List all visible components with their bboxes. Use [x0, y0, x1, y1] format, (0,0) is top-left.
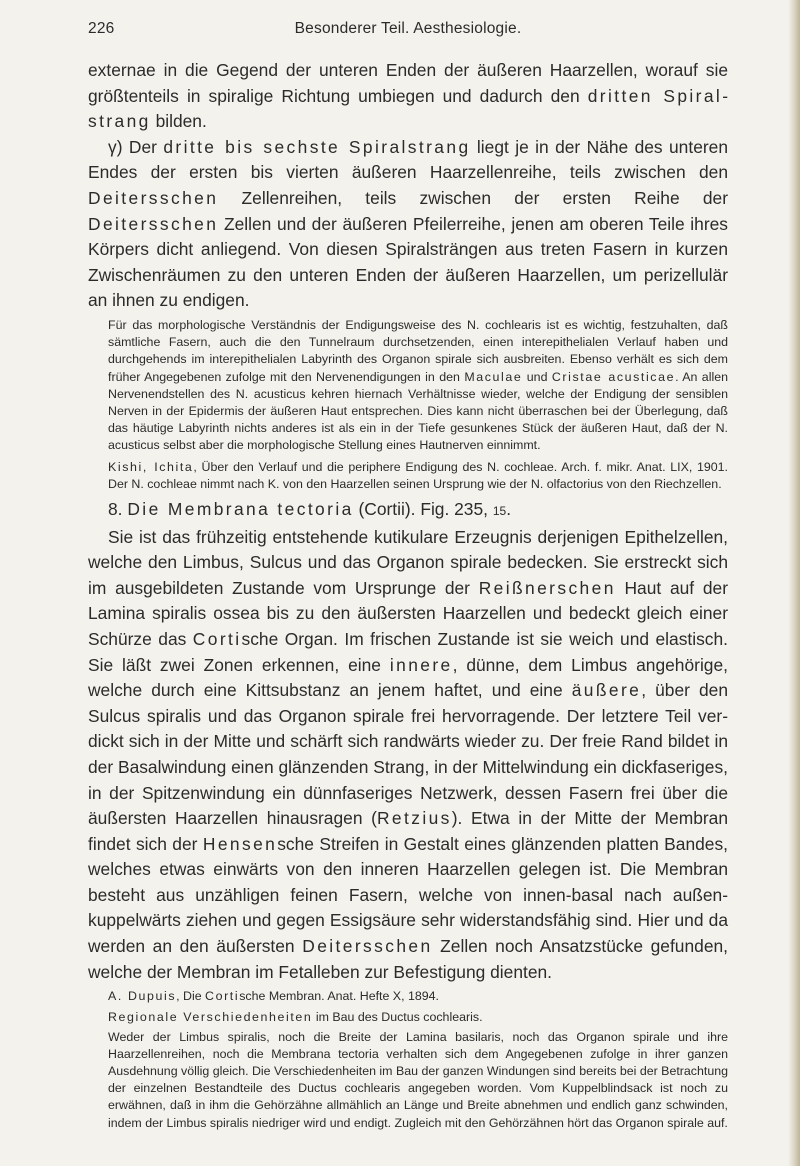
- page-edge-shadow: [788, 0, 800, 1166]
- subheading-regional-differences: Regionale Verschiedenheiten im Bau des Ductus cochlearis.: [108, 1010, 483, 1025]
- paragraph-membrana-tectoria: Sie ist das frühzeitig entstehende kutikulare Erzeugnis derjenigen Epithelzellen, welche den Limbus, Sulcus und das Organon spirale bedecken. Sie erstreckt sich im ausgebildeten Zustande vom Ursprunge der Reißnerschen Haut auf der Lamina spiralis ossea bis zu den äußersten Haarzellen und bedeckt gleich einer Schürze das Cortische Organ. Im frischen Zustande ist sie weich und elastisch. Sie läßt zwei Zonen erkennen, eine innere, dünne, dem Limbus angehörige, welche durch eine Kittsubstanz an jenem haftet, und eine äußere, über den Sulcus spiralis und das Organon spirale frei hervorragende. Der letztere Teil verdickt sich in der Mitte und schärft sich randwärts wieder zu. Der freie Rand bildet in der Basalwindung einen glänzenden Strang, in der Mittelwindung ein dickfaseriges, in der Spitzenwindung ein dünnfaseriges Netzwerk, dessen Fasern frei über die äußersten Haarzellen hinausragen (Retzius). Etwa in der Mitte der Membran findet sich der Hensensche Streifen in Gestalt eines glänzenden platten Bandes, welches etwas einwärts von den inneren Haarzellen gelegen ist. Die Membran besteht aus unzähligen feinen Fasern, welche von innen-basal nach außen-kuppelwärts ziehen und gegen Essigsäure sehr widerstandsfähig sind. Hier und da werden an den äußersten Deitersschen Zellen noch Ansatzstücke gefunden, welche der Membran im Fetalleben zur Befestigung dienten.: [88, 526, 729, 982]
- page-header: [88, 20, 728, 46]
- paragraph-spiral-strand-3-6: γ) Der dritte bis sechste Spiralstrang liegt je in der Nähe des unteren Endes der ersten bis vierten äußeren Haarzellenreihe, teils zwischen den Deitersschen Zellenreihen, teils zwischen der ersten Reihe der Deitersschen Zellen und der äußeren Pfeilerreihe, jenen am oberen Teile ihres Körpers dicht anliegend. Von diesen Spiralsträngen aus treten Fasern in kurzen Zwischenräumen zu den unteren Enden der äußeren Haarzellen, um perizellulär an ihnen zu endigen.: [88, 136, 728, 311]
- note-morphology: Für das morphologische Verständnis der Endigungsweise des N. cochlearis ist es wichtig, festzuhalten, daß sämtliche Fasern, auch die den Tunnelraum durchsetzenden, einen interepithelialen Verlauf haben und durchgehends im interepithelialen Labyrinth des Organon spirale sich ausbreiten. Ebenso verhält es sich dem früher Angegebenen zufolge mit den Nervenendigungen in den Maculae und Cristae acusticae. An allen Nervenendstellen des N. acusticus kehren hiernach Verhältnisse wieder, welche der Endigung der sensiblen Nerven in der Epidermis der äußeren Haut entsprechen. Dies kann nicht überraschen bei der Überlegung, daß das häutige Labyrinth nichts anderes ist als ein in der Tiefe gesunkenes Stück der äußeren Haut, daß der N. acusticus selbst aber die morphologische Stellung eines Hautnerven einnimmt.: [108, 317, 728, 453]
- page-number: 226: [88, 20, 115, 37]
- running-head: Besonderer Teil. Aesthesiologie.: [294, 20, 522, 37]
- reference-dupuis: A. Dupuis, Die Cortische Membran. Anat. Hefte X, 1894.: [108, 989, 439, 1004]
- page-content: [88, 58, 728, 1132]
- reference-kishi: Kishi, Ichita, Über den Verlauf und die periphere Endigung des N. cochleae. Arch. f. mikr. Anat. LIX, 1901. Der N. cochleae nimmt nach K. von den Haarzellen seinen Ursprung wie der N. olfactorius von den Riechzellen.: [108, 459, 728, 491]
- note-regional-differences: Weder der Limbus spiralis, noch die Breite der Lamina basilaris, noch das Organon spirale und ihre Haarzellenreihen, noch die Membrana tectoria verhalten sich dem Angegebenen zufolge in ihrer ganzen Ausdehnung völlig gleich. Die Verschiedenheiten im Bau der ganzen Windungen sind bereits bei der Betrachtung der einzelnen Bestandteile des Ductus cochlearis angegeben worden. Vom Kuppelblindsack ist noch zu erwähnen, daß in ihm die Gehörzähne allmählich an Länge und Breite abnehmen und endlich ganz schwinden, indem der Limbus spiralis niedriger wird und endigt. Zugleich mit den Gehörzähnen hört das Organon spirale auf.: [108, 1029, 728, 1130]
- paragraph-spiral-strand-3: externae in die Gegend der unteren Enden der äußeren Haarzellen, worauf sie größtenteils in spiralige Richtung umbiegen und dadurch den dritten Spiralstrang bilden.: [88, 60, 728, 132]
- section-heading-membrana-tectoria: 8. Die Membrana tectoria (Cortii). Fig. 235, 15.: [108, 498, 512, 519]
